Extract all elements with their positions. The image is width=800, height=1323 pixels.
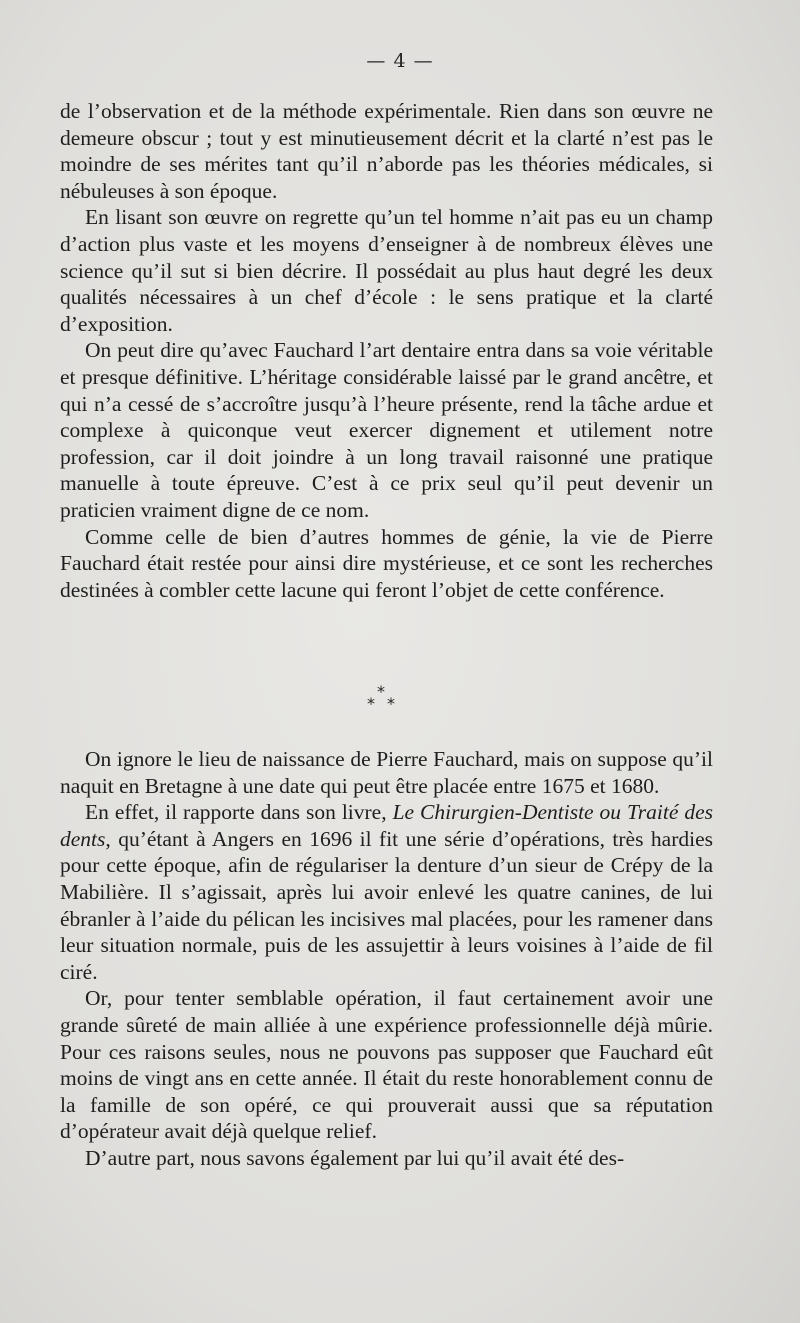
book-title: Le Chirurgien-Dentiste ou Traité des dents (60, 800, 713, 851)
asterism-star-top: * (377, 682, 385, 701)
paragraph-1: de l’observation et de la méthode expérimentale. Rien dans son œuvre ne demeure obscur ; tout y est minutieusement décrit et la clarté n’est pas le moindre de ses mérites tant qu’il n’aborde pas les théories médicales, si nébuleuses à son époque. (60, 99, 713, 203)
paragraph-8: D’autre part, nous savons également par lui qu’il avait été des- (85, 1145, 625, 1170)
paragraph-5: On ignore le lieu de naissance de Pierre Fauchard, mais on suppose qu’il naquit en Bretagne à une date qui peut être placée entre 1675 et 1680. (60, 747, 713, 798)
page-number: — 4 — (366, 50, 434, 72)
asterism-star-left: * (367, 694, 375, 713)
paragraph-4: Comme celle de bien d’autres hommes de génie, la vie de Pierre Fauchard était restée pour ainsi dire mystérieuse, et ce sont les recherches destinées à combler cette lacune qui feront l’objet de cette conférence. (60, 524, 713, 602)
paragraph-6 (60, 799, 713, 985)
paragraph-6-lead: En effet, il rapporte dans son livre, (85, 800, 393, 825)
text-block-bottom (60, 746, 713, 1172)
asterism-star-right: * (387, 694, 395, 713)
text-block-top (60, 98, 713, 603)
paragraph-2: En lisant son œuvre on regrette qu’un tel homme n’ait pas eu un champ d’action plus vaste et les moyens d’enseigner à de nombreux élèves une science qu’il sut si bien décrire. Il possédait au plus haut degré les deux qualités nécessaires à un chef d’école : le sens pratique et la clarté d’exposition. (60, 205, 713, 336)
paragraph-3: On peut dire qu’avec Fauchard l’art dentaire entra dans sa voie véritable et presque définitive. L’héritage considérable laissé par le grand ancêtre, et qui n’a cessé de s’accroître jusqu’à l’heure présente, rend la tâche ardue et complexe à quiconque veut exercer dignement et utilement notre profession, car il doit joindre à un long travail raisonné une pratique manuelle à toute épreuve. C’est à ce prix seul qu’il peut devenir un praticien vraiment digne de ce nom. (60, 338, 713, 522)
paragraph-7: Or, pour tenter semblable opération, il faut certainement avoir une grande sûreté de main alliée à une expérience professionnelle déjà mûrie. Pour ces raisons seules, nous ne pouvons pas supposer que Fauchard eût moins de vingt ans en cette année. Il était du reste honorablement connu de la famille de son opéré, ce qui prouverait aussi que sa réputation d’opérateur avait déjà quelque relief. (60, 986, 713, 1144)
paragraph-6-rest: , qu’étant à Angers en 1696 il fit une série d’opérations, très hardies pour cette époque, afin de régulariser la denture d’un sieur de Crépy de la Mabilière. Il s’agissait, après lui avoir enlevé les quatre canines, de lui ébranler à l’aide du pélican les incisives mal placées, pour les ramener dans leur situation normale, puis de les assujettir à leurs voisines à l’aide de fil ciré. (60, 826, 713, 984)
